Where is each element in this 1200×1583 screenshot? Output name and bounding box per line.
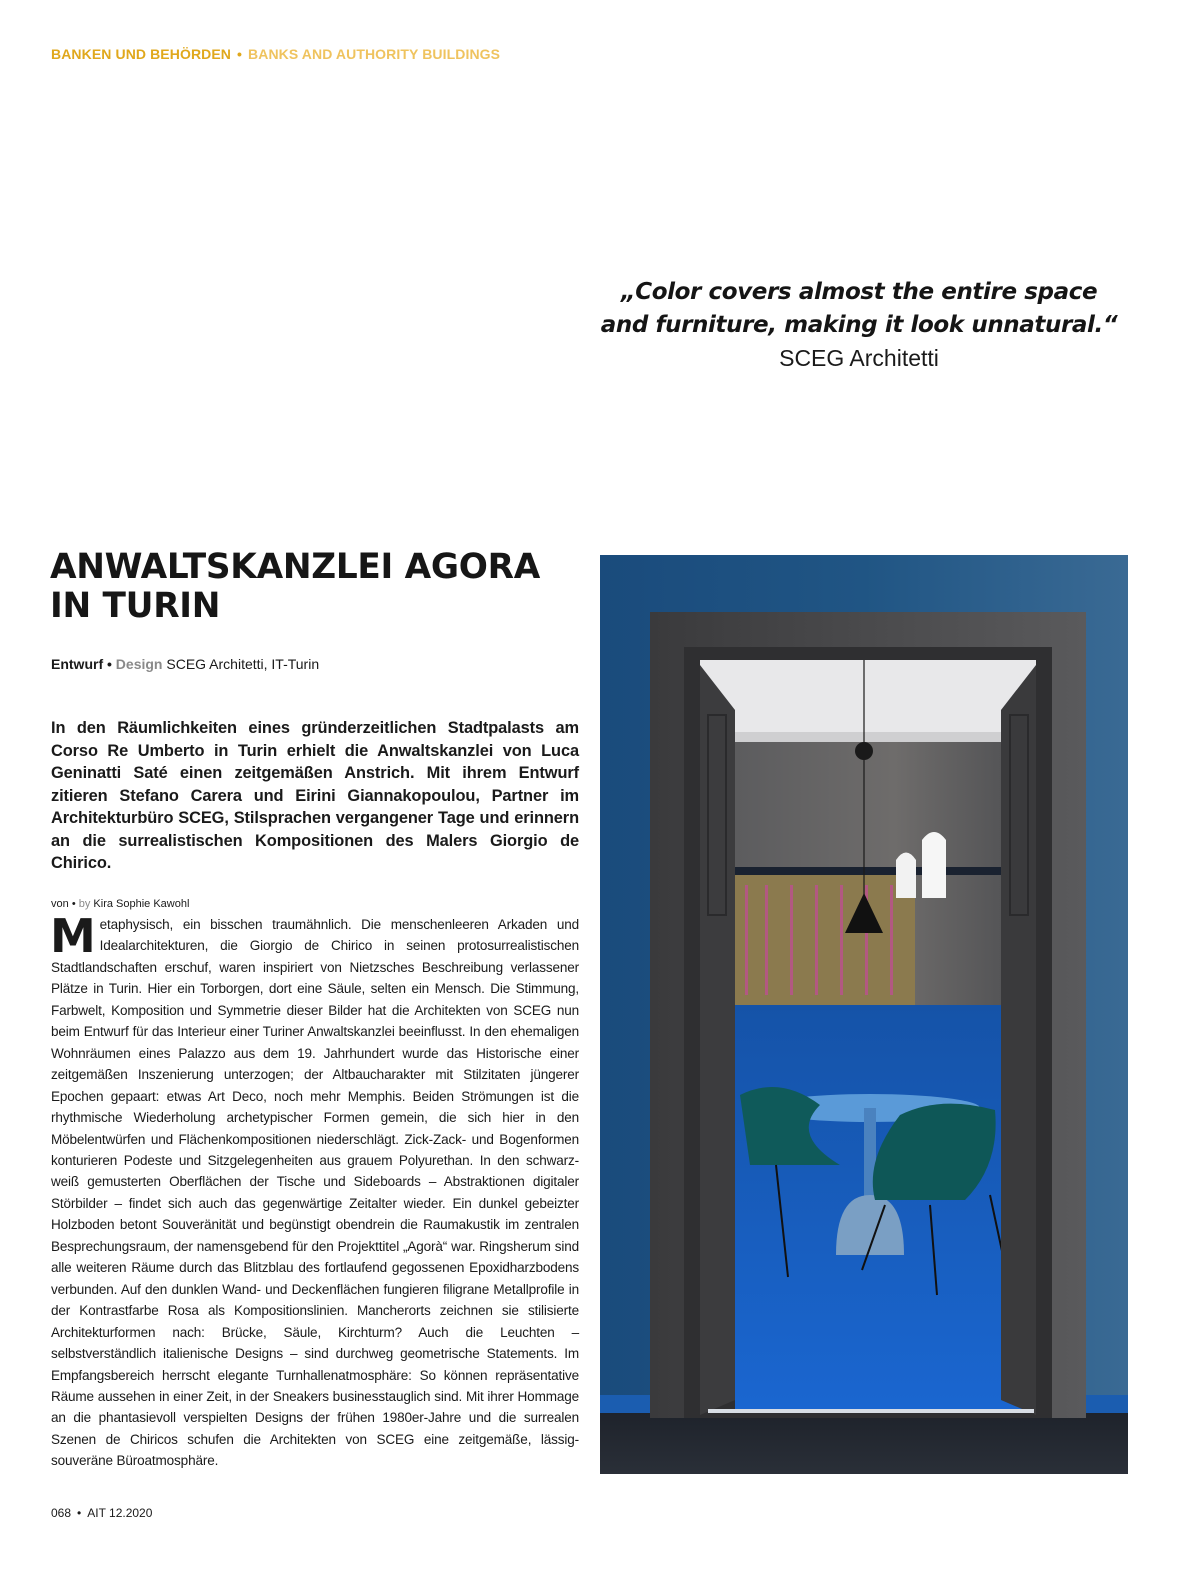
article-body: [50, 909, 579, 1472]
credits-value: SCEG Architetti, IT-Turin: [166, 656, 320, 672]
sideboard: [735, 867, 1001, 875]
bust-sculpture-right: [922, 832, 946, 898]
door-leaf-left: [700, 665, 735, 1415]
page-number: 068: [51, 1506, 72, 1520]
byline-label-de: von: [51, 898, 69, 910]
threshold: [708, 1409, 1034, 1413]
bust-sculpture-left: [896, 853, 916, 899]
credits-label-en: Design: [115, 656, 163, 672]
drop-cap: M: [50, 909, 96, 963]
article-title-line-1: ANWALTSKANZLEI AGORA: [50, 547, 540, 587]
interior-photo: [600, 555, 1128, 1474]
pull-quote-text: „Color covers almost the entire space and furniture, making it look unnatural.“: [600, 279, 1118, 338]
footer-separator: •: [77, 1506, 82, 1520]
section-label-en: BANKS AND AUTHORITY BUILDINGS: [248, 46, 501, 62]
article-title-line-2: IN TURIN: [50, 586, 221, 626]
author-name: Kira Sophie Kawohl: [93, 898, 190, 910]
pull-quote-source: SCEG Architetti: [779, 345, 939, 371]
page-footer: [51, 1506, 152, 1520]
article-title: [50, 548, 579, 626]
section-label-de: BANKEN UND BEHÖRDEN: [51, 46, 232, 62]
cornice: [735, 732, 1001, 742]
ceiling-rose: [855, 742, 873, 760]
bookshelf-wallpaper: [735, 875, 915, 1005]
kicker-separator: •: [237, 46, 243, 62]
section-kicker: [51, 46, 500, 62]
article-body-text: etaphysisch, ein bisschen traumähnlich. Die menschenleeren Arkaden und Idealarchitekturen, die Giorgio de Chirico in seinen protosurrealistischen Stadtlandschaften erschuf, waren inspiriert von Nietzsches Beschreibung verlassener Plätze in Turin. Hier ein Torborgen, dort eine Säule, selten ein Mensch. Die Stimmung, Farbwelt, Komposition und Symmetrie dieser Bilder hat die Architekten von SCEG nun beim Entwurf für das Interieur einer Turiner Anwaltskanzlei beeinflusst. In den ehemaligen Wohnräumen eines Palazzo aus dem 19. Jahrhundert wurde das Historische einer zeitgemäßen Inszenierung unterzogen; der Altbaucharakter mit Stilzitaten jüngerer Epochen gepaart: etwas Art Deco, noch mehr Memphis. Beiden Strömungen ist die rhythmische Wiederholung archetypischer Formen gemein, die sich hier in den Möbelentwürfen und Flächenkompositionen niederschlägt. Zick-Zack- und Bogenformen konturieren Podeste und Sitzgelegenheiten aus grauem Polyurethan. In den schwarz-weiß gemusterten Oberflächen der Tische und Sideboards – Abstraktionen digitaler Störbilder – findet sich auch das gegenwärtige Zeitalter wieder. Ein dunkel gebeizter Holzboden betont Souveränität und begünstigt obendrein die Raumakustik im zentralen Besprechungsraum, der namensgebend für den Projekttitel „Agorà“ war. Ringsherum sind alle weiteren Räume durch das Blitzblau des fortlaufend gegossenen Epoxidharzbodens verbunden. Auf den dunklen Wand- und Deckenflächen fungieren filigrane Metallprofile in der Kontrastfarbe Rosa als Kompositionslinien. Mancherorts zeichnen sie stilisierte Architekturformen nach: Brücke, Säule, Kirchturm? Auch die Leuchten – selbstverständlich italienische Designs – sind durchweg geometrische Statements. Im Empfangsbereich herrscht elegante Turnhallenatmosphäre: So können repräsentative Räume aussehen in einer Zeit, in der Sneakers businesstauglich sind. Mit ihrer Hommage an die phantasievoll verspielten Designs der frühen 1980er-Jahre und die surrealen Szenen de Chiricos schufen die Architekten von SCEG eine zeitgemäße, lässig-souveräne Büroatmosphäre.: [51, 917, 579, 1469]
dark-wood-floor: [600, 1413, 1128, 1474]
pull-quote: [600, 276, 1118, 374]
article-lead: In den Räumlichkeiten eines gründerzeitlichen Stadtpalasts am Corso Re Umberto in Turin erhielt die Anwaltskanzlei von Luca Geninatti Saté einen zeitgemäßen Anstrich. Mit ihrem Entwurf zitieren Stefano Carera und Eirini Giannakopoulou, Partner im Architekturbüro SCEG, Stilsprachen vergangener Tage und erinnern an die surrealistischen Kompositionen des Malers Giorgio de Chirico.: [51, 719, 579, 872]
issue-label: AIT 12.2020: [87, 1506, 153, 1520]
byline-label-en: by: [78, 898, 91, 910]
byline-separator: •: [71, 898, 76, 910]
credits-separator: •: [107, 656, 112, 672]
design-credits: [51, 656, 319, 672]
credits-label-de: Entwurf: [51, 656, 104, 672]
door-leaf-right: [1001, 665, 1036, 1415]
